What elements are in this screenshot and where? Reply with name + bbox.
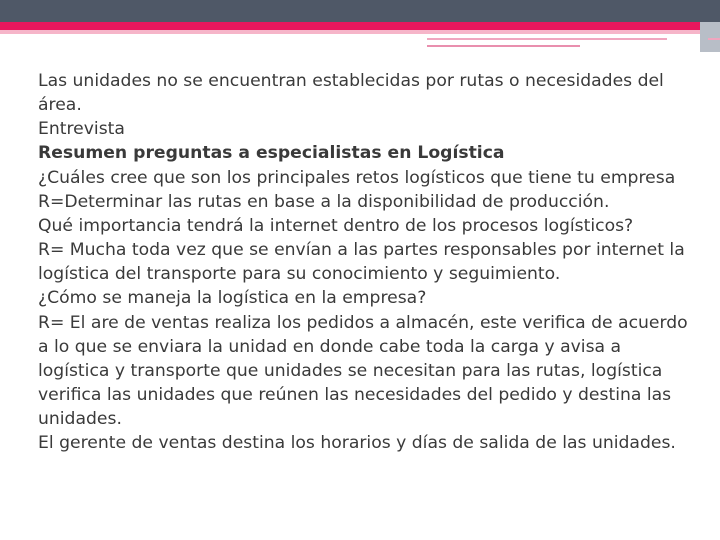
- header-dark-bar: [0, 0, 720, 22]
- answer-line: R=Determinar las rutas en base a la disponibilidad de producción.: [38, 191, 610, 212]
- answer-line: R= El are de ventas realiza los pedidos a almacén, este verifica de acuerdo a lo que se enviara la unidad en donde cabe toda la carga y avisa a logística y transporte que unidades se necesitan para las rutas, logística verifica las unidades que reúnen las necesidades del pedido y destina las unidades.: [38, 312, 688, 430]
- header-accent-light-bar: [0, 30, 700, 34]
- slide-body-text: [38, 69, 688, 456]
- question-line: ¿Cuáles cree que son los principales retos logísticos que tiene tu empresa: [38, 167, 676, 188]
- text-line: El gerente de ventas destina los horarios y días de salida de las unidades.: [38, 433, 676, 454]
- question-line: Qué importancia tendrá la internet dentro de los procesos logísticos?: [38, 215, 634, 236]
- answer-line: R= Mucha toda vez que se envían a las partes responsables por internet la logística del transporte para su conocimiento y seguimiento.: [38, 240, 685, 285]
- question-line: ¿Cómo se maneja la logística en la empresa?: [38, 288, 427, 309]
- decorative-line: [427, 38, 667, 40]
- decorative-line: [708, 38, 720, 40]
- header-corner-block: [700, 22, 720, 52]
- header-accent-bar: [0, 22, 700, 30]
- decorative-line: [427, 45, 580, 47]
- section-heading: Resumen preguntas a especialistas en Logística: [38, 143, 505, 164]
- text-line: Las unidades no se encuentran establecidas por rutas o necesidades del área.: [38, 71, 664, 116]
- text-line: Entrevista: [38, 119, 125, 140]
